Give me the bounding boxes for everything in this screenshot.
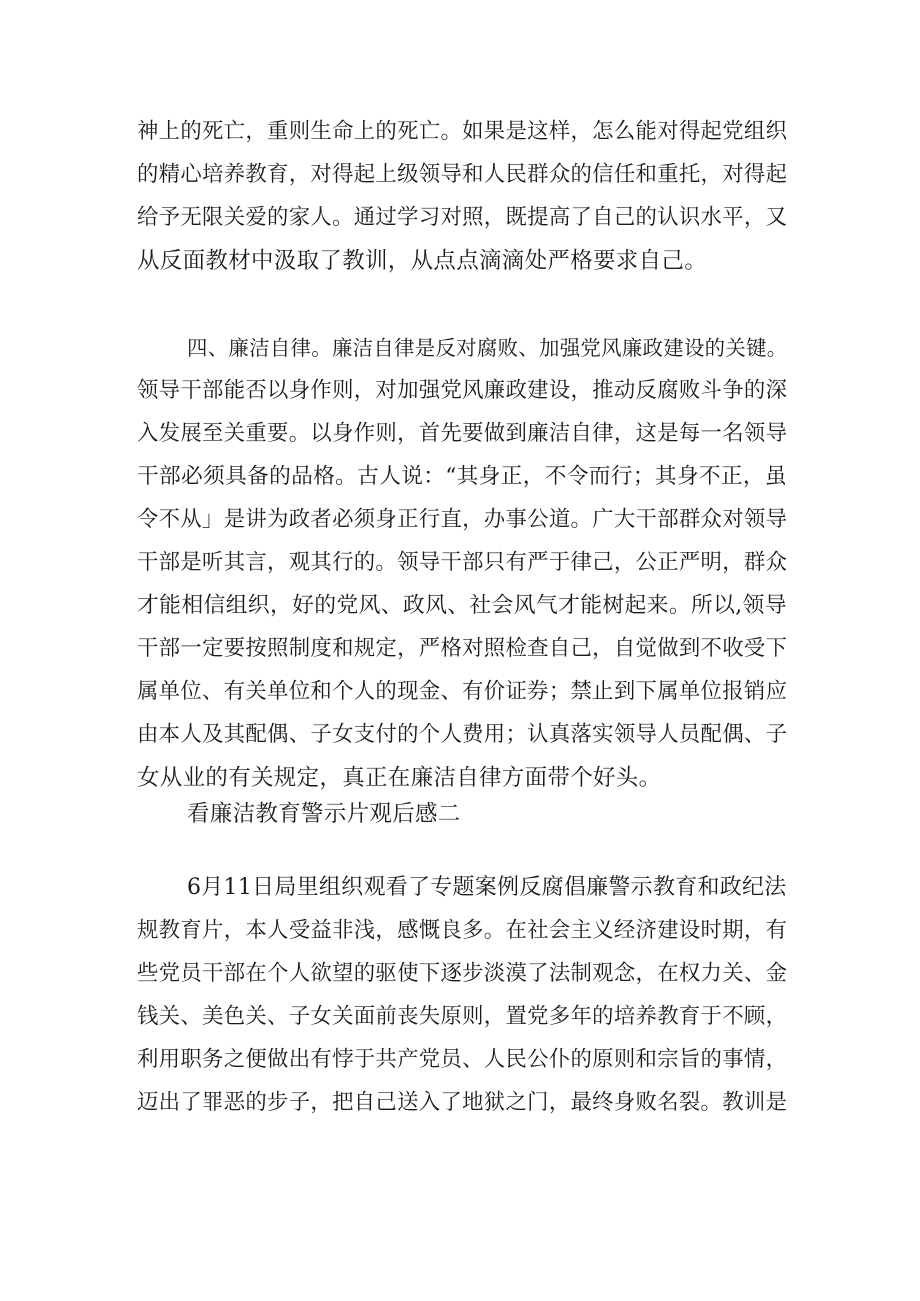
paragraph-2-line-7: 才能相信组织，好的党风、政风、社会风气才能树起来。所以,领导 xyxy=(137,593,787,618)
paragraph-2-line-10: 由本人及其配偶、子女支付的个人费用；认真落实领导人员配偶、子 xyxy=(137,722,788,747)
paragraph-2-line-8: 干部一定要按照制度和规定，严格对照检查自己，自觉做到不收受下 xyxy=(137,636,788,661)
paragraph-3-line-6: 迈出了罪恶的步子，把自己送入了地狱之门，最终身败名裂。教训是 xyxy=(137,1090,788,1115)
paragraph-2-line-5: 令不从」是讲为政者必须身正行直，办事公道。广大干部群众对领导 xyxy=(137,507,788,532)
paragraph-2-line-3: 入发展至关重要。以身作则，首先要做到廉洁自律，这是每一名领导 xyxy=(137,421,788,446)
paragraph-1-line-4: 从反面教材中汲取了教训，从点点滴滴处严格要求自己。 xyxy=(137,248,708,274)
paragraph-2-line-11: 女从业的有关规定，真正在廉洁自律方面带个好头。 xyxy=(137,765,662,791)
paragraph-2-line-4: 干部必须具备的品格。古人说：“其身正，不令而行；其身不正，虽 xyxy=(137,464,787,489)
paragraph-2-line-6: 干部是听其言，观其行的。领导干部只有严于律己，公正严明，群众 xyxy=(137,550,788,575)
paragraph-2-line-1: 四、廉洁自律。廉洁自律是反对腐败、加强党风廉政建设的关键。 xyxy=(187,336,788,360)
paragraph-2-line-2: 领导干部能否以身作则，对加强党风廉政建设，推动反腐败斗争的深 xyxy=(137,378,788,403)
paragraph-1-line-3: 给予无限关爱的家人。通过学习对照，既提高了自己的认识水平，又 xyxy=(137,205,788,230)
paragraph-3-line-2: 规教育片，本人受益非浅，感慨良多。在社会主义经济建设时期，有 xyxy=(137,918,788,943)
paragraph-3-line-3: 些党员干部在个人欲望的驱使下逐步淡漠了法制观念，在权力关、金 xyxy=(137,961,788,986)
paragraph-2-line-9: 属单位、有关单位和个人的现金、有价证券；禁止到下属单位报销应 xyxy=(137,679,788,704)
paragraph-1-line-1: 神上的死亡，重则生命上的死亡。如果是这样，怎么能对得起党组织 xyxy=(137,119,788,144)
paragraph-3-line-1: 6月11日局里组织观看了专题案例反腐倡廉警示教育和政纪法 xyxy=(187,875,787,900)
section-title: 看廉洁教育警示片观后感二 xyxy=(187,801,461,827)
paragraph-1-line-2: 的精心培养教育，对得起上级领导和人民群众的信任和重托，对得起 xyxy=(137,162,788,187)
paragraph-3-line-4: 钱关、美色关、子女关面前丧失原则，置党多年的培养教育于不顾， xyxy=(137,1004,788,1029)
paragraph-3-line-5: 利用职务之便做出有悖于共产党员、人民公仆的原则和宗旨的事情， xyxy=(137,1047,788,1072)
